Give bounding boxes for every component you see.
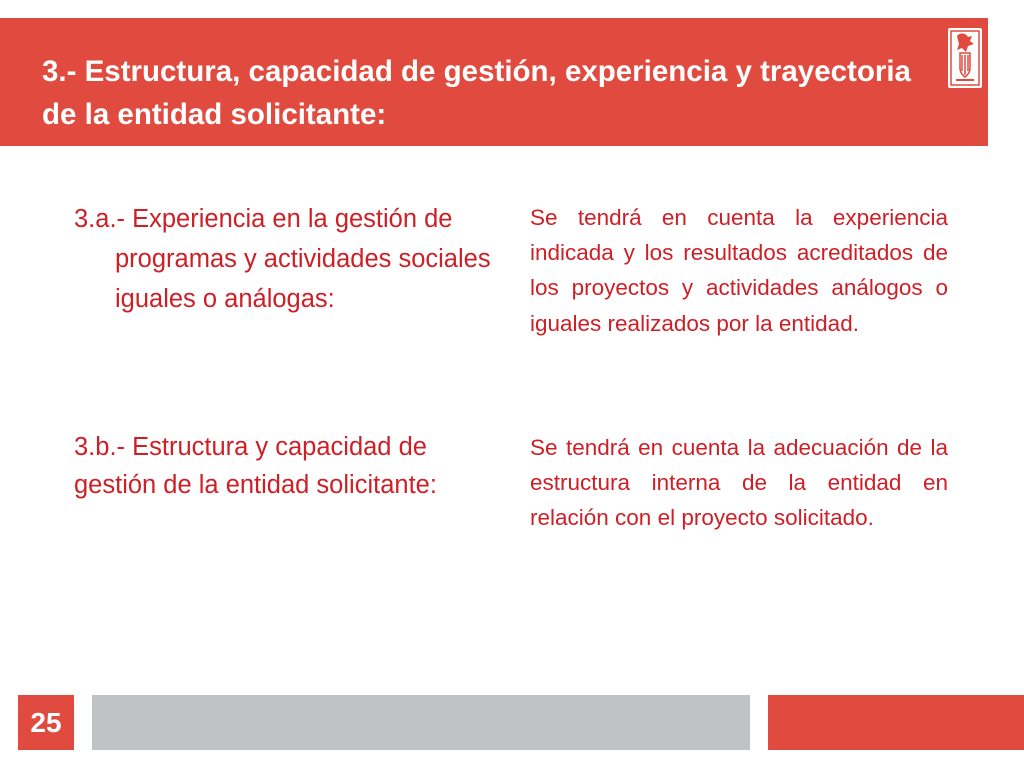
criterion-b-description: Se tendrá en cuenta la adecuación de la estructura interna de la entidad en relación con el proyecto solicitado. (530, 435, 948, 531)
criterion-b-label: 3.b.- Estructura y capacidad de gestión de la entidad solicitante: (74, 433, 437, 499)
criterion-a-description: Se tendrá en cuenta la experiencia indicada y los resultados acreditados de los proyectos y actividades análogos o iguales realizados por la entidad. (530, 205, 948, 336)
slide-title: 3.- Estructura, capacidad de gestión, experiencia y trayectoria de la entidad solicitante: (42, 55, 911, 131)
page-number: 25 (18, 695, 74, 750)
footer-red-bar (768, 695, 1024, 750)
criterion-a-label: 3.a.- Experiencia en la gestión de programas y actividades sociales iguales o análogas: (74, 205, 491, 313)
generalitat-crest-icon (948, 28, 982, 88)
footer-gray-bar (92, 695, 750, 750)
